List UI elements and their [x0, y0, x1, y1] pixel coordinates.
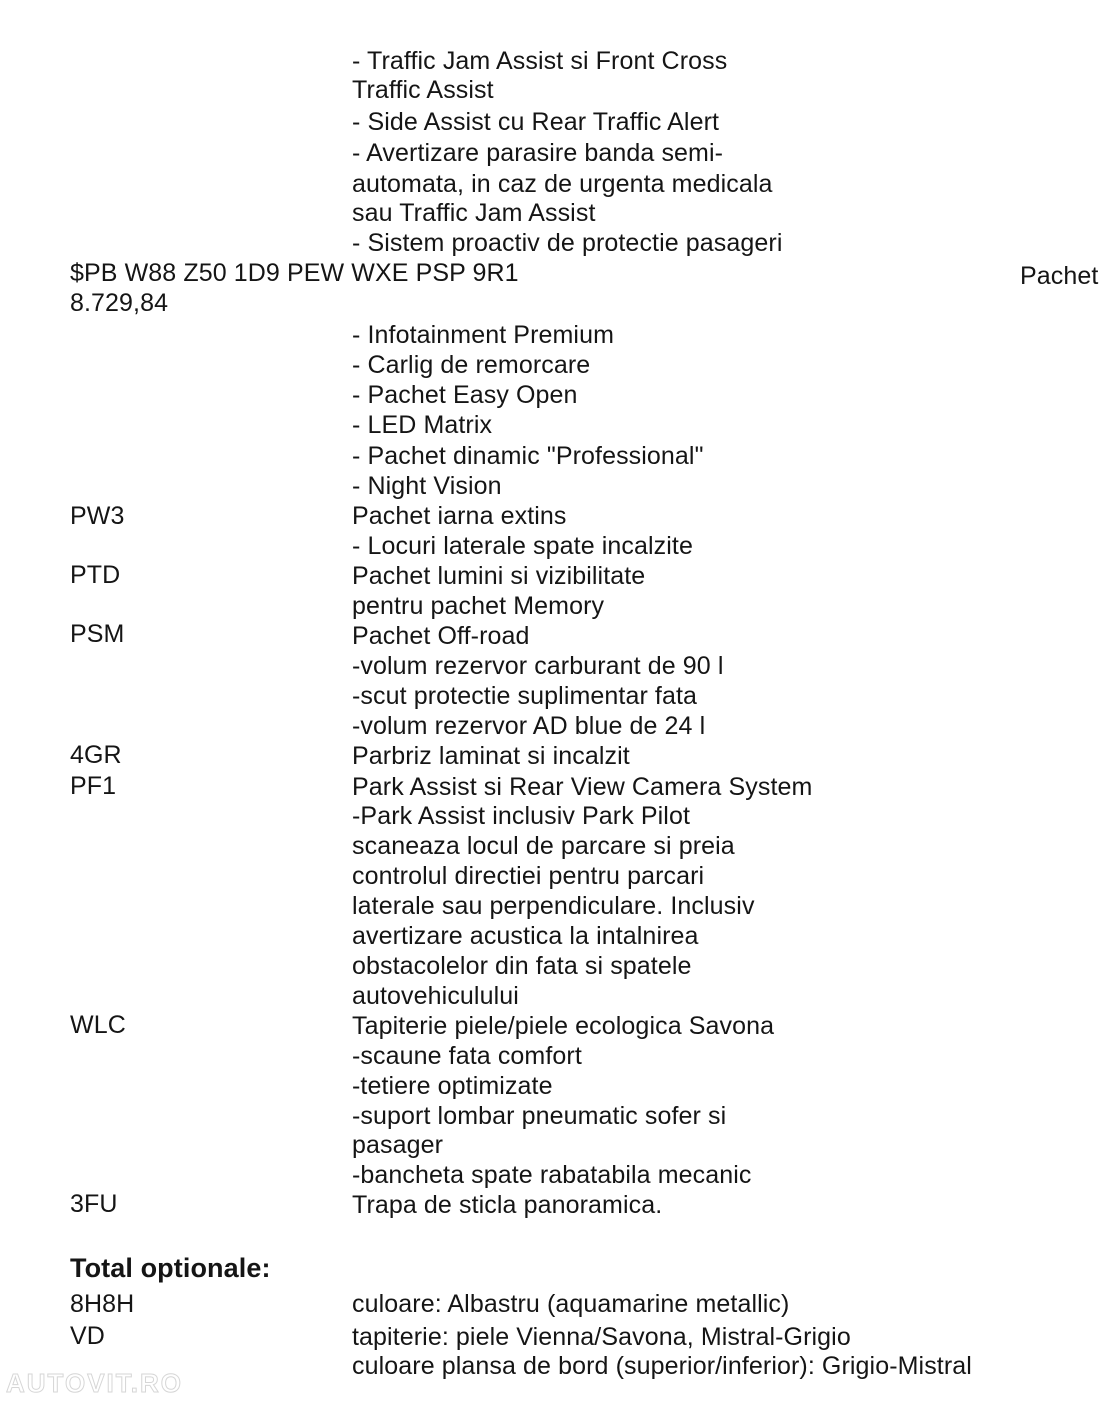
- desc-line: controlul directiei pentru parcari: [352, 862, 705, 890]
- desc-line: - Traffic Jam Assist si Front Cross: [352, 47, 728, 75]
- desc-line: culoare plansa de bord (superior/inferior): Grigio-Mistral: [352, 1352, 972, 1380]
- desc-line: -bancheta spate rabatabila mecanic: [352, 1161, 752, 1189]
- desc-line: avertizare acustica la intalnirea: [352, 922, 699, 950]
- desc-line: laterale sau perpendiculare. Inclusiv: [352, 892, 755, 920]
- desc-line: - Night Vision: [352, 472, 502, 500]
- desc-line: Tapiterie piele/piele ecologica Savona: [352, 1012, 775, 1040]
- desc-line: - Pachet Easy Open: [352, 381, 578, 409]
- desc-line: culoare: Albastru (aquamarine metallic): [352, 1290, 790, 1318]
- option-code: 8H8H: [70, 1290, 135, 1318]
- option-code: PTD: [70, 561, 121, 589]
- option-code: PF1: [70, 772, 117, 800]
- desc-line: - Infotainment Premium: [352, 321, 615, 349]
- desc-line: - LED Matrix: [352, 411, 493, 439]
- desc-line: pentru pachet Memory: [352, 592, 605, 620]
- desc-line: sau Traffic Jam Assist: [352, 199, 596, 227]
- option-codes: $PB W88 Z50 1D9 PEW WXE PSP 9R1: [70, 259, 519, 287]
- desc-line: automata, in caz de urgenta medicala: [352, 170, 773, 198]
- desc-line: pasager: [352, 1131, 444, 1159]
- desc-line: - Pachet dinamic "Professional": [352, 442, 704, 470]
- desc-line: -volum rezervor AD blue de 24 l: [352, 712, 706, 740]
- option-code: 3FU: [70, 1190, 118, 1218]
- desc-line: -scut protectie suplimentar fata: [352, 682, 698, 710]
- package-label: Pachet: [1020, 262, 1099, 290]
- desc-line: Pachet Off-road: [352, 622, 530, 650]
- desc-line: scaneaza locul de parcare si preia: [352, 832, 735, 860]
- desc-line: - Carlig de remorcare: [352, 351, 591, 379]
- desc-line: Pachet iarna extins: [352, 502, 567, 530]
- desc-line: -tetiere optimizate: [352, 1072, 553, 1100]
- desc-line: - Side Assist cu Rear Traffic Alert: [352, 108, 720, 136]
- desc-line: Pachet lumini si vizibilitate: [352, 562, 646, 590]
- desc-line: -Park Assist inclusiv Park Pilot: [352, 802, 691, 830]
- package-price: 8.729,84: [70, 289, 169, 317]
- option-code: PSM: [70, 620, 125, 648]
- desc-line: tapiterie: piele Vienna/Savona, Mistral-Grigio: [352, 1323, 851, 1351]
- watermark: AUTOVIT.RO: [6, 1368, 183, 1398]
- desc-line: - Sistem proactiv de protectie pasageri: [352, 229, 783, 257]
- desc-line: -volum rezervor carburant de 90 l: [352, 652, 724, 680]
- desc-line: -suport lombar pneumatic sofer si: [352, 1102, 727, 1130]
- desc-line: Park Assist si Rear View Camera System: [352, 773, 813, 801]
- desc-line: autovehiculului: [352, 982, 519, 1010]
- total-heading: Total optionale:: [70, 1253, 271, 1283]
- option-code: VD: [70, 1322, 105, 1350]
- desc-line: Traffic Assist: [352, 76, 494, 104]
- desc-line: obstacolelor din fata si spatele: [352, 952, 692, 980]
- option-code: WLC: [70, 1011, 126, 1039]
- desc-line: - Avertizare parasire banda semi-: [352, 139, 724, 167]
- option-code: PW3: [70, 502, 125, 530]
- desc-line: -scaune fata comfort: [352, 1042, 582, 1070]
- desc-line: Trapa de sticla panoramica.: [352, 1191, 663, 1219]
- desc-line: Parbriz laminat si incalzit: [352, 742, 630, 770]
- desc-line: - Locuri laterale spate incalzite: [352, 532, 693, 560]
- option-code: 4GR: [70, 741, 122, 769]
